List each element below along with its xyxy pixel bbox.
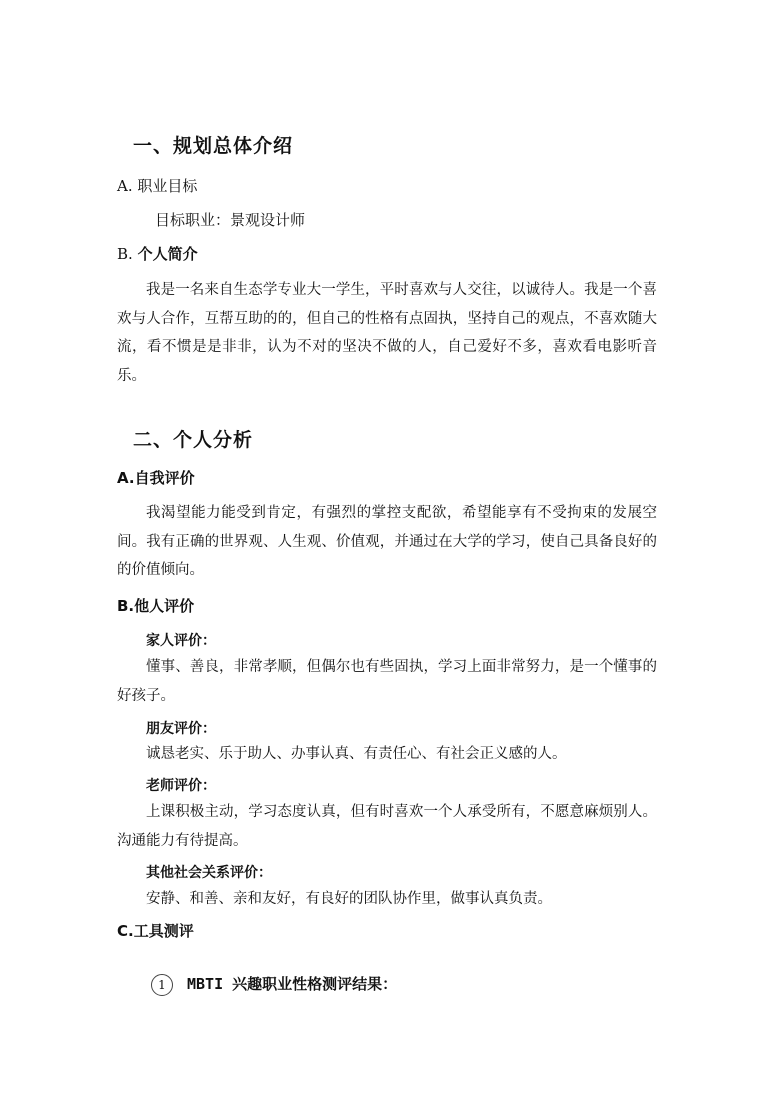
- social-eval-label: 其他社会关系评价：: [146, 865, 272, 881]
- intro-paragraph: 我是一名来自生态学专业大一学生，平时喜欢与人交往，以诚待人。我是一个喜欢与人合作，互帮互助的的，但自己的性格有点固执，坚持自己的观点，不喜欢随大流，看不惯是是非非，认为不对的坚决不做的人，自己爱好不多，喜欢看电影听音乐。: [117, 282, 657, 384]
- friend-eval-text: 诚恳老实、乐于助人、办事认真、有责任心、有社会正义感的人。: [146, 746, 567, 762]
- target-job: 目标职业：景观设计师: [155, 211, 306, 229]
- family-eval-label: 家人评价：: [146, 633, 216, 649]
- teacher-eval-label: 老师评价：: [146, 778, 216, 794]
- teacher-eval-text: 上课积极主动，学习态度认真，但有时喜欢一个人承受所有，不愿意麻烦别人。沟通能力有待提高。: [117, 804, 657, 849]
- section1-title: 一、规划总体介绍: [133, 135, 294, 157]
- family-eval-text: 懂事、善良，非常孝顺，但偶尔也有些固执，学习上面非常努力，是一个懂事的好孩子。: [117, 659, 657, 704]
- social-eval-text: 安静、和善、亲和友好，有良好的团队协作里，做事认真负责。: [146, 891, 552, 907]
- career-goal-label: A. 职业目标: [117, 177, 198, 195]
- item-number-badge: 1: [151, 974, 173, 996]
- friend-eval-label: 朋友评价：: [146, 721, 216, 737]
- self-eval-label: A.自我评价: [117, 469, 195, 487]
- personal-intro-text: 个人简介: [137, 245, 198, 263]
- personal-intro-prefix: B.: [117, 245, 138, 263]
- mbti-result-heading: MBTI 兴趣职业性格测评结果：: [187, 975, 398, 993]
- self-eval-paragraph: 我渴望能力能受到肯定，有强烈的掌控支配欲，希望能享有不受拘束的发展空间。我有正确的世界观、人生观、价值观，并通过在大学的学习，使自己具备良好的的价值倾向。: [117, 505, 657, 578]
- others-eval-label: B.他人评价: [117, 597, 195, 615]
- personal-intro-label: [117, 243, 198, 264]
- tool-eval-label: C.工具测评: [117, 922, 194, 940]
- section2-title: 二、个人分析: [133, 429, 254, 451]
